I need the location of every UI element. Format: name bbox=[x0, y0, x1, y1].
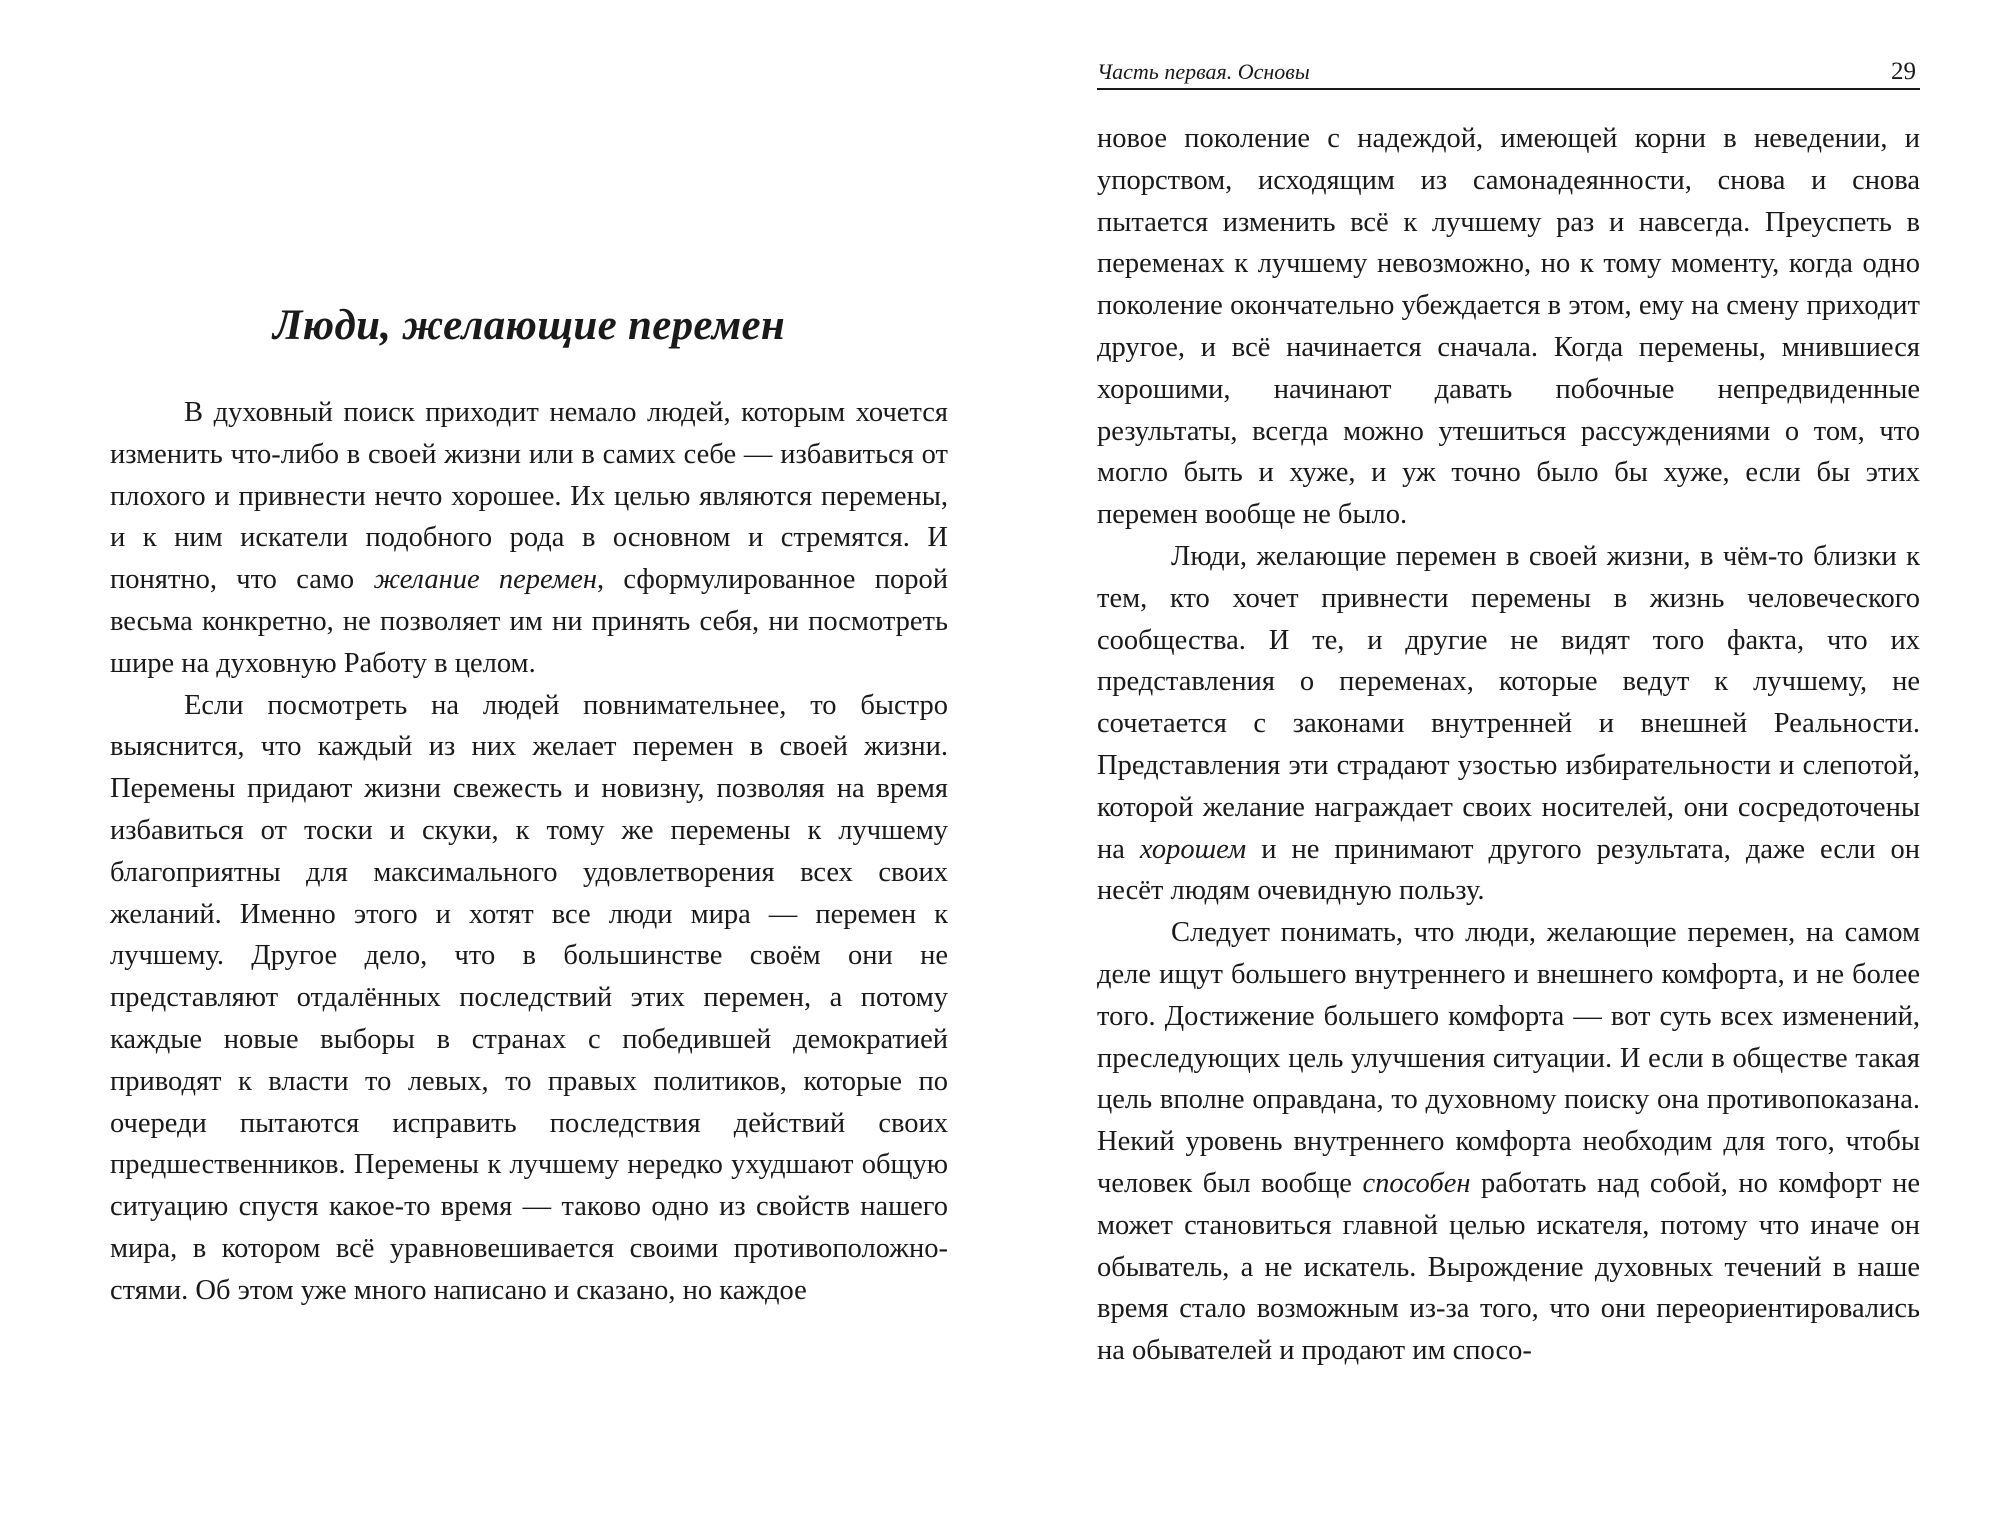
paragraph-text: новое поколение с надеждой, имеющей корни в неведении, и упорством, исходящим из самонадеянности, снова и снова пытается изменить всё к лучшему раз и навсегда. Преуспеть в переменах к лучшему невозможно, но к тому моменту, когда одно поколение окончательно убеждается в этом, ему на смену приходит другое, и всё начинается сначала. Когда перемены, мнившиеся хорошими, начинают давать побочные непредвиденные результаты, всегда можно утешиться рассуждениями о том, что могло быть и хуже, и уж точно было бы хуже, если бы этих перемен вообще не было. bbox=[1097, 123, 1920, 531]
emphasis-text: хорошем bbox=[1139, 833, 1247, 865]
emphasis-text: желание перемен bbox=[373, 564, 597, 596]
paragraph bbox=[110, 685, 948, 1312]
paragraph-text: и не принимают другого результата, даже если он несёт людям очевидную пользу. bbox=[1097, 833, 1920, 907]
paragraph bbox=[1097, 118, 1920, 536]
paragraph-text: Люди, желающие перемен в своей жизни, в чём-то близки к тем, кто хочет привнести перемены в жизнь человеческого сообщества. И те, и другие не видят того факта, что их представления о переменах, которые ведут к лучшему, не сочетается с законами внутренней и внешней Реальности. Представления эти страдают узостью избирательности и слепотой, которой желание награждает своих носителей, они сосредоточены на bbox=[1097, 540, 1920, 865]
paragraph bbox=[1097, 912, 1920, 1372]
emphasis-text: способен bbox=[1362, 1167, 1471, 1199]
paragraph-text: Если посмотреть на людей повнимательнее, то быстро выяснится, что каждый из них желает перемен в своей жизни. Перемены придают жизни свежесть и новизну, позволяя на время избавиться от тоски и скуки, к тому же перемены к лучшему благоприятны для максимального удовлетворения всех своих желаний. Именно этого и хотят все люди мира — перемен к лучшему. Другое дело, что в большинстве своём они не представляют отдалённых последствий этих перемен, а потому каждые новые выборы в странах с победившей демократией приводят к власти то левых, то правых политиков, которые по очереди пытаются исправить последствия действий своих предшественников. Перемены к лучшему нередко ухудшают общую ситуацию спустя какое-то время — таково одно из свойств нашего мира, в котором всё уравновешивается своими противоположностями. Об этом уже много написано и сказано, но каждое bbox=[110, 689, 948, 1306]
page-number: 29 bbox=[1891, 58, 1916, 85]
paragraph bbox=[1097, 536, 1920, 912]
header-section-title: Часть первая. Основы bbox=[1097, 59, 1310, 84]
running-header bbox=[1097, 56, 1920, 90]
right-page-text bbox=[1097, 118, 1920, 1372]
paragraph-text: работать над собой, но комфорт не может становиться главной целью искателя, потому что иначе он обыватель, а не искатель. Вырождение духовных течений в наше время стало возможным из-за того, что они переориентировались на обывателей и продают им спосо- bbox=[1097, 1167, 1920, 1367]
paragraph-text: Следует понимать, что люди, желающие перемен, на самом деле ищут большего внутреннего и внешнего комфорта, и не более того. Достижение большего комфорта — вот суть всех изменений, преследующих цель улучшения ситуации. И если в обществе такая цель вполне оправдана, то духовному поиску она противопоказана. Некий уровень внутреннего комфорта необходим для того, чтобы человек был вообще bbox=[1097, 917, 1920, 1199]
chapter-title: Люди, желающие перемен bbox=[272, 302, 786, 349]
paragraph-text: В духовный поиск приходит немало людей, которым хочется изменить что-либо в своей жизни или в самих себе — избавиться от плохого и привнести нечто хорошее. Их целью являются перемены, и к ним искатели подобного рода в основном и стремятся. И понятно, что само bbox=[110, 397, 948, 596]
paragraph-text: , сформулированное порой весьма конкретно, не позволяет им ни принять себя, ни посмотреть шире на духовную Работу в целом. bbox=[110, 564, 948, 679]
left-page-text bbox=[110, 392, 948, 1312]
paragraph bbox=[110, 392, 948, 685]
